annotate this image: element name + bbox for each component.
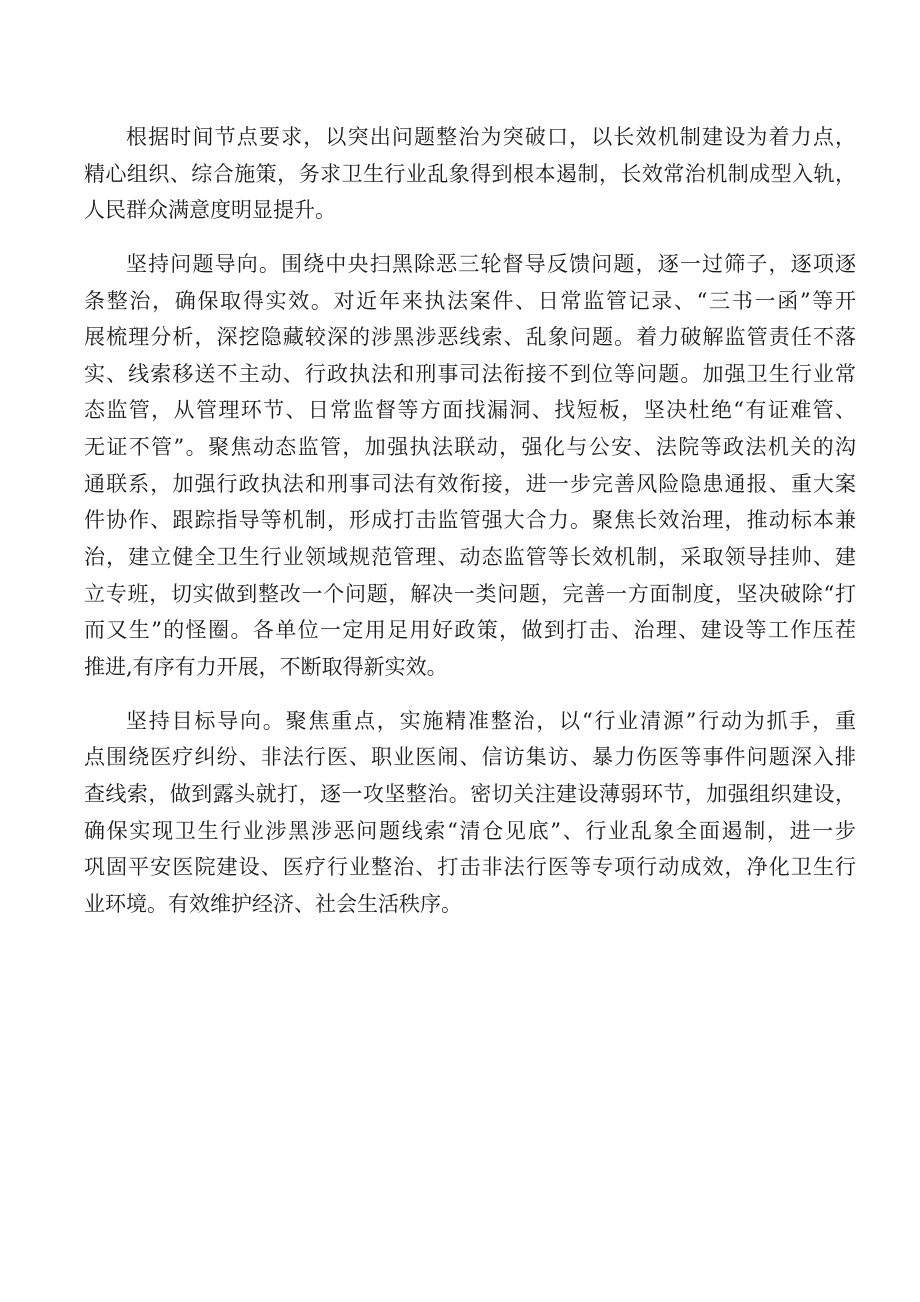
text-line: 条整治，确保取得实效。对近年来执法案件、日常监管记录、“三书一函”等开 xyxy=(84,288,856,313)
text-line: 精心组织、综合施策，务求卫生行业乱象得到根本遏制，长效常治机制成型入轨， xyxy=(84,161,856,186)
document-page xyxy=(84,119,856,922)
text-line: 坚持目标导向。聚焦重点，实施精准整治，以“行业清源”行动为抓手，重 xyxy=(126,708,856,733)
text-line: 立专班，切实做到整改一个问题，解决一类问题，完善一方面制度，坚决破除“打 xyxy=(84,581,856,606)
text-line: 点围绕医疗纠纷、非法行医、职业医闹、信访集访、暴力伤医等事件问题深入排 xyxy=(84,745,856,770)
text-line: 而又生”的怪圈。各单位一定用足用好政策，做到打击、治理、建设等工作压茬 xyxy=(84,618,856,643)
text-line: 推进,有序有力开展，不断取得新实效。 xyxy=(84,654,448,679)
text-line: 无证不管”。聚焦动态监管，加强执法联动，强化与公安、法院等政法机关的沟 xyxy=(84,435,856,460)
text-line: 人民群众满意度明显提升。 xyxy=(84,198,336,223)
paragraph-1 xyxy=(84,119,856,229)
text-line: 根据时间节点要求，以突出问题整治为突破口，以长效机制建设为着力点， xyxy=(126,125,856,149)
text-line: 查线索，做到露头就打，逐一攻坚整治。密切关注建设薄弱环节，加强组织建设， xyxy=(84,781,856,806)
text-line: 巩固平安医院建设、医疗行业整治、打击非法行医等专项行动成效，净化卫生行 xyxy=(84,855,856,880)
text-line: 确保实现卫生行业涉黑涉恶问题线索“清仓见底”、行业乱象全面遏制，进一步 xyxy=(84,818,856,843)
text-line: 业环境。有效维护经济、社会生活秩序。 xyxy=(84,891,462,916)
text-line: 态监管，从管理环节、日常监督等方面找漏洞、找短板，坚决杜绝“有证难管、 xyxy=(84,398,856,423)
text-line: 治，建立健全卫生行业领域规范管理、动态监管等长效机制，采取领导挂帅、建 xyxy=(84,545,856,570)
text-line: 通联系，加强行政执法和刑事司法有效衔接，进一步完善风险隐患通报、重大案 xyxy=(84,471,856,496)
paragraph-2 xyxy=(84,246,856,686)
paragraph-3 xyxy=(84,703,856,923)
text-line: 坚持问题导向。围绕中央扫黑除恶三轮督导反馈问题，逐一过筛子，逐项逐 xyxy=(126,251,856,276)
text-line: 实、线索移送不主动、行政执法和刑事司法衔接不到位等问题。加强卫生行业常 xyxy=(84,361,856,386)
text-line: 展梳理分析，深挖隐藏较深的涉黑涉恶线索、乱象问题。着力破解监管责任不落 xyxy=(84,325,856,350)
text-line: 件协作、跟踪指导等机制，形成打击监管强大合力。聚焦长效治理，推动标本兼 xyxy=(84,508,856,533)
